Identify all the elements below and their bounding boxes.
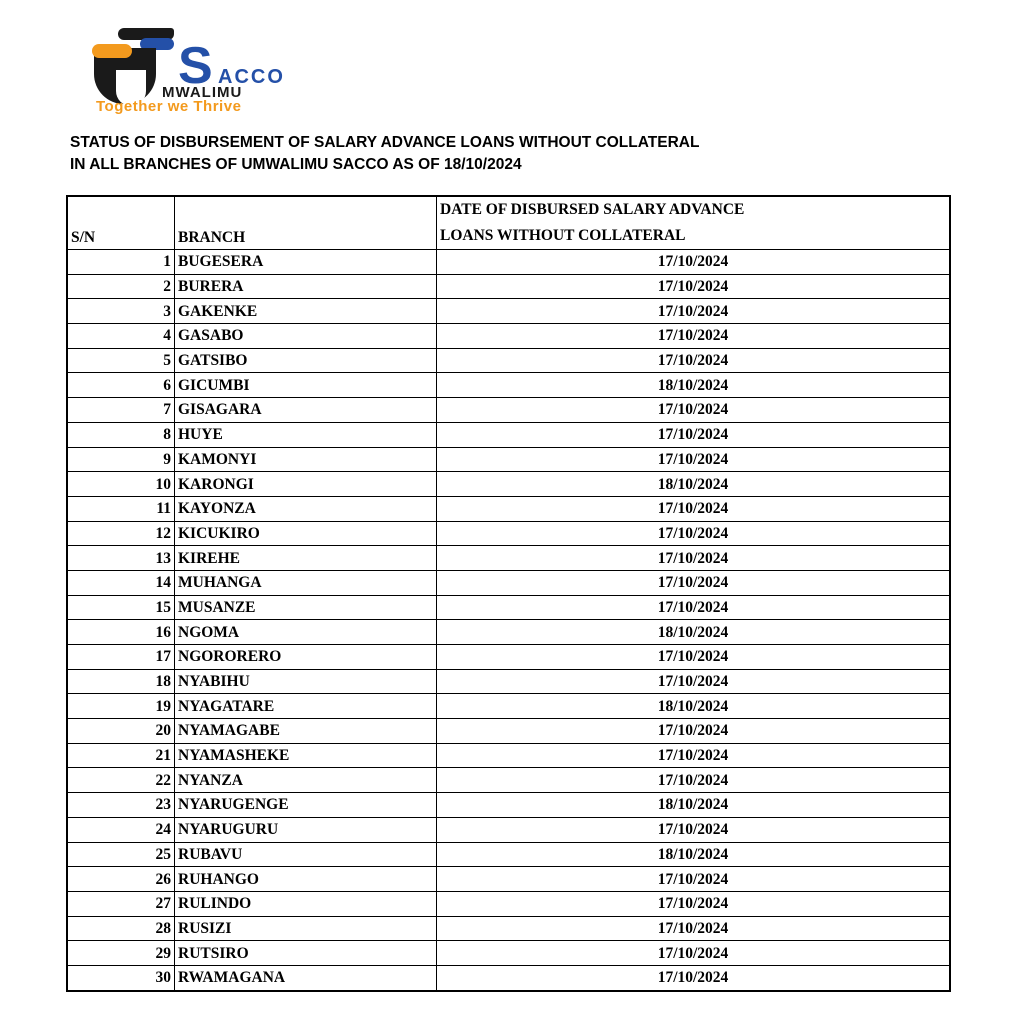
row-branch: NYANZA xyxy=(175,768,437,793)
table-row xyxy=(67,645,950,670)
table-row xyxy=(67,299,950,324)
row-date: 17/10/2024 xyxy=(437,299,951,324)
row-date: 18/10/2024 xyxy=(437,620,951,645)
row-date: 18/10/2024 xyxy=(437,842,951,867)
row-branch: KIREHE xyxy=(175,546,437,571)
row-branch: RUHANGO xyxy=(175,867,437,892)
row-date: 17/10/2024 xyxy=(437,496,951,521)
row-date: 17/10/2024 xyxy=(437,669,951,694)
row-branch: BUGESERA xyxy=(175,250,437,275)
row-date: 18/10/2024 xyxy=(437,373,951,398)
table-header-row xyxy=(67,196,950,250)
row-sn: 15 xyxy=(67,595,175,620)
title-line-2: IN ALL BRANCHES OF UMWALIMU SACCO AS OF 18/10/2024 xyxy=(70,156,522,173)
row-branch: KAYONZA xyxy=(175,496,437,521)
row-sn: 20 xyxy=(67,719,175,744)
row-branch: NYAMASHEKE xyxy=(175,743,437,768)
row-sn: 7 xyxy=(67,398,175,423)
table-row xyxy=(67,817,950,842)
row-date: 17/10/2024 xyxy=(437,348,951,373)
row-sn: 12 xyxy=(67,521,175,546)
table-row xyxy=(67,916,950,941)
table-row xyxy=(67,941,950,966)
row-sn: 19 xyxy=(67,694,175,719)
header-date xyxy=(437,196,951,250)
row-branch: KARONGI xyxy=(175,472,437,497)
table-row xyxy=(67,965,950,990)
row-date: 18/10/2024 xyxy=(437,793,951,818)
title-line-1: STATUS OF DISBURSEMENT OF SALARY ADVANCE LOANS WITHOUT COLLATERAL xyxy=(70,134,700,151)
row-sn: 11 xyxy=(67,496,175,521)
row-date: 17/10/2024 xyxy=(437,422,951,447)
row-branch: NYARUGURU xyxy=(175,817,437,842)
row-sn: 10 xyxy=(67,472,175,497)
logo-mwalimu: MWALIMU xyxy=(162,84,243,101)
row-date: 17/10/2024 xyxy=(437,965,951,990)
row-branch: NGOMA xyxy=(175,620,437,645)
table-row xyxy=(67,274,950,299)
row-date: 17/10/2024 xyxy=(437,941,951,966)
row-sn: 17 xyxy=(67,645,175,670)
table-row xyxy=(67,669,950,694)
row-branch: NGORORERO xyxy=(175,645,437,670)
row-sn: 30 xyxy=(67,965,175,990)
disbursement-table xyxy=(66,195,951,992)
row-branch: GAKENKE xyxy=(175,299,437,324)
row-sn: 24 xyxy=(67,817,175,842)
row-sn: 6 xyxy=(67,373,175,398)
row-branch: GASABO xyxy=(175,324,437,349)
table-row xyxy=(67,793,950,818)
row-date: 17/10/2024 xyxy=(437,521,951,546)
row-sn: 23 xyxy=(67,793,175,818)
row-branch: RULINDO xyxy=(175,891,437,916)
table-row xyxy=(67,768,950,793)
row-sn: 28 xyxy=(67,916,175,941)
logo-figure-orange xyxy=(92,44,132,58)
row-date: 17/10/2024 xyxy=(437,274,951,299)
row-sn: 4 xyxy=(67,324,175,349)
row-branch: BURERA xyxy=(175,274,437,299)
row-date: 17/10/2024 xyxy=(437,817,951,842)
table-row xyxy=(67,546,950,571)
row-sn: 26 xyxy=(67,867,175,892)
row-branch: NYABIHU xyxy=(175,669,437,694)
row-date: 17/10/2024 xyxy=(437,447,951,472)
row-sn: 18 xyxy=(67,669,175,694)
row-sn: 5 xyxy=(67,348,175,373)
row-branch: RWAMAGANA xyxy=(175,965,437,990)
table-row xyxy=(67,842,950,867)
row-date: 17/10/2024 xyxy=(437,546,951,571)
row-branch: MUSANZE xyxy=(175,595,437,620)
row-date: 17/10/2024 xyxy=(437,743,951,768)
row-branch: HUYE xyxy=(175,422,437,447)
table-row xyxy=(67,496,950,521)
row-sn: 14 xyxy=(67,570,175,595)
header-date-line-1: DATE OF DISBURSED SALARY ADVANCE xyxy=(440,201,745,218)
table-row xyxy=(67,719,950,744)
row-sn: 29 xyxy=(67,941,175,966)
row-branch: GICUMBI xyxy=(175,373,437,398)
logo-acco: ACCO xyxy=(218,66,285,88)
table-row xyxy=(67,521,950,546)
table-row xyxy=(67,324,950,349)
header-sn: S/N xyxy=(67,196,175,250)
row-branch: NYAMAGABE xyxy=(175,719,437,744)
row-date: 17/10/2024 xyxy=(437,398,951,423)
row-branch: NYARUGENGE xyxy=(175,793,437,818)
row-branch: KICUKIRO xyxy=(175,521,437,546)
row-date: 18/10/2024 xyxy=(437,472,951,497)
row-date: 17/10/2024 xyxy=(437,719,951,744)
header-branch: BRANCH xyxy=(175,196,437,250)
row-branch: RUBAVU xyxy=(175,842,437,867)
table-row xyxy=(67,348,950,373)
row-date: 17/10/2024 xyxy=(437,768,951,793)
document-title xyxy=(70,132,699,176)
row-sn: 13 xyxy=(67,546,175,571)
table-row xyxy=(67,472,950,497)
row-sn: 2 xyxy=(67,274,175,299)
row-branch: KAMONYI xyxy=(175,447,437,472)
row-branch: NYAGATARE xyxy=(175,694,437,719)
row-sn: 25 xyxy=(67,842,175,867)
row-date: 17/10/2024 xyxy=(437,250,951,275)
table-row xyxy=(67,743,950,768)
table-row xyxy=(67,867,950,892)
row-date: 18/10/2024 xyxy=(437,694,951,719)
row-date: 17/10/2024 xyxy=(437,645,951,670)
table-row xyxy=(67,694,950,719)
row-sn: 27 xyxy=(67,891,175,916)
table-row xyxy=(67,398,950,423)
row-branch: GISAGARA xyxy=(175,398,437,423)
row-branch: RUTSIRO xyxy=(175,941,437,966)
umwalimu-sacco-logo xyxy=(88,26,348,116)
row-date: 17/10/2024 xyxy=(437,324,951,349)
header-date-line-2: LOANS WITHOUT COLLATERAL xyxy=(440,227,686,244)
table-row xyxy=(67,250,950,275)
row-sn: 3 xyxy=(67,299,175,324)
row-date: 17/10/2024 xyxy=(437,570,951,595)
row-date: 17/10/2024 xyxy=(437,891,951,916)
row-sn: 16 xyxy=(67,620,175,645)
table-row xyxy=(67,422,950,447)
row-sn: 22 xyxy=(67,768,175,793)
table-row xyxy=(67,447,950,472)
table-row xyxy=(67,595,950,620)
row-branch: GATSIBO xyxy=(175,348,437,373)
table-row xyxy=(67,570,950,595)
row-date: 17/10/2024 xyxy=(437,595,951,620)
table-row xyxy=(67,373,950,398)
row-branch: RUSIZI xyxy=(175,916,437,941)
logo-letter-s: S xyxy=(178,37,213,95)
table-row xyxy=(67,891,950,916)
row-date: 17/10/2024 xyxy=(437,867,951,892)
row-sn: 1 xyxy=(67,250,175,275)
row-branch: MUHANGA xyxy=(175,570,437,595)
table-row xyxy=(67,620,950,645)
row-sn: 8 xyxy=(67,422,175,447)
row-sn: 9 xyxy=(67,447,175,472)
logo-tagline: Together we Thrive xyxy=(96,98,242,115)
row-sn: 21 xyxy=(67,743,175,768)
row-date: 17/10/2024 xyxy=(437,916,951,941)
